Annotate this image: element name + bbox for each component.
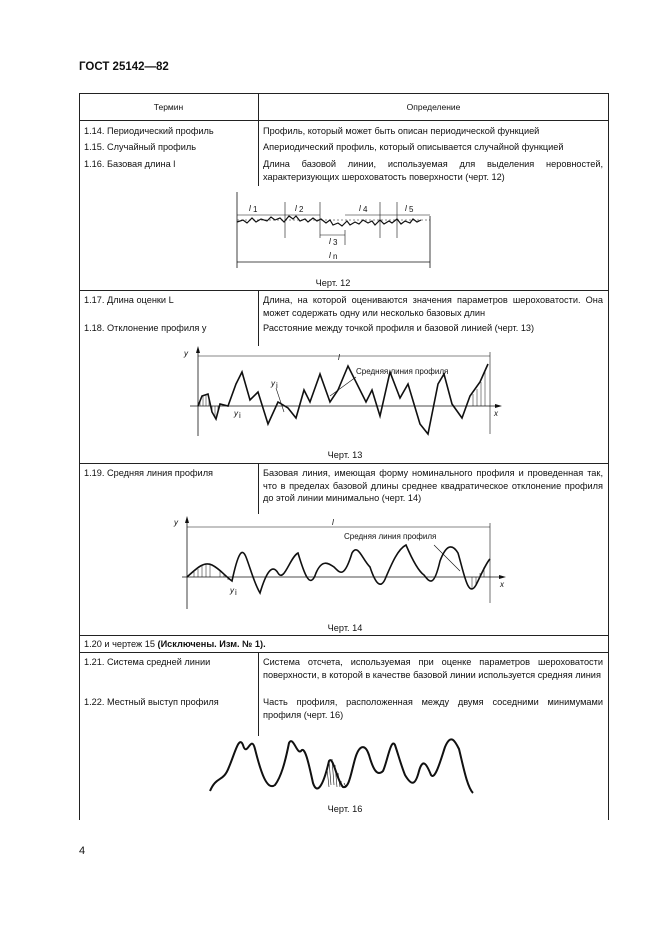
definition-1-15: Апериодический профиль, который описывается случайной функцией: [263, 142, 564, 152]
table-head-border: [79, 120, 608, 121]
term-1-21: 1.21. Система средней линии: [84, 657, 211, 667]
label-yi: y: [271, 379, 275, 388]
label-yi-2-sub: i: [239, 411, 241, 420]
figure-12: [225, 190, 440, 275]
caption-figure-13: Черт. 13: [327, 450, 363, 460]
definition-1-14: Профиль, который может быть описан периодической функцией: [263, 126, 540, 136]
axis-label-y: y: [174, 518, 178, 527]
label-l1: l: [249, 204, 251, 213]
label-l4: l: [359, 204, 361, 213]
definition-1-18: Расстояние между точкой профиля и базовой линией (черт. 13): [263, 323, 535, 333]
label-l5: l: [405, 204, 407, 213]
term-1-18: 1.18. Отклонение профиля y: [84, 323, 207, 333]
axis-label-x: x: [494, 409, 498, 418]
label-base-length: l: [338, 353, 340, 362]
label-mean-line: Средняя линия профиля: [344, 532, 437, 541]
page-number: 4: [79, 845, 86, 857]
label-yi-sub: i: [276, 381, 278, 390]
sub-l1: 1: [253, 205, 258, 214]
header-definition: Определение: [406, 102, 461, 112]
excluded-text: 1.20 и чертеж 15: [84, 639, 158, 649]
label-yi-2: y: [234, 409, 238, 418]
row-separator: [79, 290, 608, 291]
label-yi: y: [230, 586, 234, 595]
caption-figure-16: Черт. 16: [327, 804, 363, 814]
sub-l4: 4: [363, 205, 368, 214]
doc-header: ГОСТ 25142—82: [79, 61, 169, 73]
label-mean-line: Средняя линия профиля: [356, 367, 449, 376]
column-divider: [258, 290, 259, 346]
sub-l3: 3: [333, 238, 338, 247]
sub-ln: n: [333, 252, 338, 261]
caption-figure-14: Черт. 14: [327, 623, 363, 633]
definition-1-22: Часть профиля, расположенная между двумя соседними минимумами профиля (черт. 16): [263, 697, 603, 720]
label-l3: l: [329, 237, 331, 246]
column-divider: [258, 652, 259, 736]
figure-14: [172, 513, 512, 623]
excluded-note: [84, 638, 604, 651]
term-1-16: 1.16. Базовая длина l: [84, 159, 176, 169]
table-top-border: [79, 93, 608, 94]
label-l2: l: [295, 204, 297, 213]
term-1-22: 1.22. Местный выступ профиля: [84, 697, 219, 707]
row-separator: [79, 652, 608, 653]
definition-1-17: Длина, на которой оцениваются значения параметров шероховатости. Она может содержать одну или несколько базовых длин: [263, 295, 603, 318]
table-left-border: [79, 93, 80, 820]
figure-16: [205, 725, 485, 800]
term-1-14: 1.14. Периодический профиль: [84, 126, 214, 136]
term-1-17: 1.17. Длина оценки L: [84, 295, 174, 305]
row-separator: [79, 463, 608, 464]
definition-1-16: Длина базовой линии, используемая для выделения неровностей, характеризующих шероховатость поверхности (черт. 12): [263, 159, 603, 182]
term-1-19: 1.19. Средняя линия профиля: [84, 468, 214, 478]
definition-1-19: Базовая линия, имеющая форму номинального профиля и проведенная так, что в пределах базовой длины среднее квадратическое отклонение профиля до этой линии минимально (черт. 14): [263, 468, 603, 503]
caption-figure-12: Черт. 12: [315, 278, 351, 288]
figure-13: [180, 344, 510, 449]
label-ln: l: [329, 251, 331, 260]
definition-1-21: Система отсчета, используемая при оценке параметров шероховатости поверхности, в которой в качестве базовой линии используется средняя линия: [263, 657, 603, 680]
header-term: Термин: [153, 102, 184, 112]
axis-label-x: x: [500, 580, 504, 589]
label-yi-sub: i: [235, 588, 237, 597]
excluded-bold: (Исключены. Изм. № 1).: [157, 639, 266, 649]
axis-label-y: y: [184, 349, 188, 358]
sub-l2: 2: [299, 205, 304, 214]
table-right-border: [608, 93, 609, 820]
label-base-length: l: [332, 518, 334, 527]
sub-l5: 5: [409, 205, 414, 214]
column-divider: [258, 463, 259, 514]
row-separator: [79, 635, 608, 636]
term-1-15: 1.15. Случайный профиль: [84, 142, 196, 152]
